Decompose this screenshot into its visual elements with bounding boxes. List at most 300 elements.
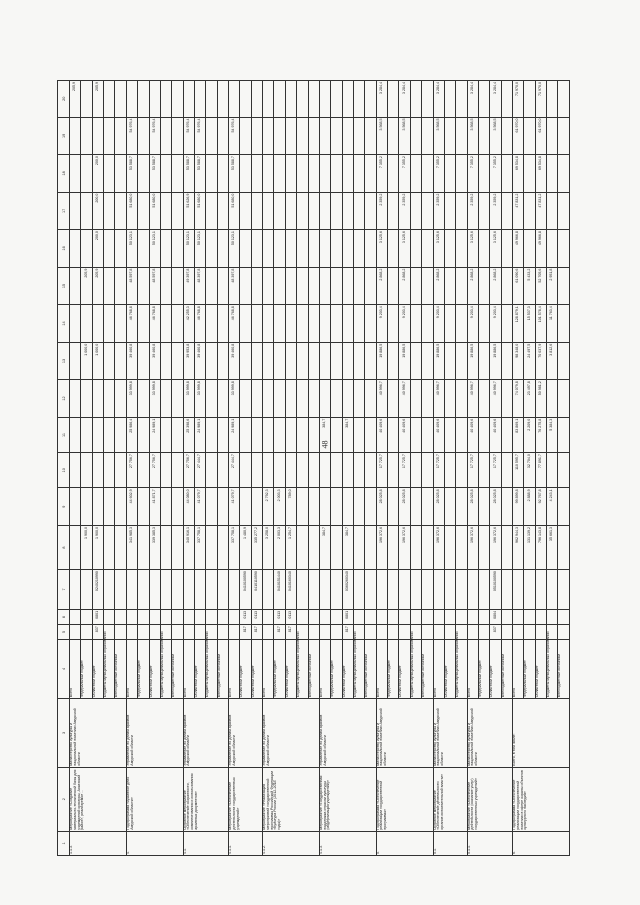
value-cell bbox=[478, 488, 489, 526]
value-cell bbox=[319, 342, 330, 380]
value-cell bbox=[138, 117, 149, 155]
value-cell bbox=[353, 155, 364, 193]
value-cell: 51 680,0 bbox=[149, 192, 160, 230]
value-cell bbox=[81, 155, 92, 193]
value-cell bbox=[513, 570, 524, 610]
value-cell bbox=[206, 380, 217, 418]
value-cell bbox=[160, 342, 171, 380]
source-cell: Всего bbox=[126, 639, 137, 699]
table-row bbox=[229, 81, 240, 856]
value-cell: 28 025,8 bbox=[490, 488, 501, 526]
source-cell: Всего bbox=[229, 639, 240, 699]
value-cell bbox=[478, 230, 489, 268]
value-cell bbox=[376, 609, 387, 624]
value-cell bbox=[558, 488, 570, 526]
source-cell: Бюджеты муниципальных образований bbox=[353, 639, 364, 699]
table-row bbox=[376, 81, 387, 856]
value-cell: 2 951,8 bbox=[547, 267, 558, 305]
value-cell bbox=[240, 453, 251, 488]
value-cell bbox=[422, 417, 433, 452]
value-cell: 3 125,6 bbox=[433, 230, 444, 268]
value-cell bbox=[70, 609, 81, 624]
value-cell bbox=[104, 230, 115, 268]
value-cell bbox=[206, 267, 217, 305]
item-cell: 4.1.1. bbox=[229, 831, 263, 855]
value-cell bbox=[172, 267, 183, 305]
value-cell bbox=[422, 230, 433, 268]
value-cell bbox=[388, 417, 399, 452]
value-cell bbox=[501, 625, 512, 639]
value-cell: 4 243,1 bbox=[547, 488, 558, 526]
value-cell bbox=[558, 417, 570, 452]
item-cell: 5.1. bbox=[433, 831, 467, 855]
value-cell bbox=[478, 117, 489, 155]
value-cell bbox=[524, 117, 535, 155]
value-cell bbox=[115, 625, 126, 639]
item-cell: Основное мероприятие «Обеспечение сохранности, комплектования и использования архивных документов» bbox=[183, 767, 228, 831]
value-cell bbox=[501, 81, 512, 118]
value-cell bbox=[410, 342, 421, 380]
value-cell bbox=[217, 117, 228, 155]
value-cell: 49 397,8 bbox=[183, 267, 194, 305]
value-cell: 205,9 bbox=[92, 81, 103, 118]
table-row bbox=[70, 81, 81, 856]
value-cell: 92 767,8 bbox=[535, 488, 546, 526]
value-cell: 54 976,4 bbox=[149, 117, 160, 155]
value-cell bbox=[353, 609, 364, 624]
source-cell: Всего bbox=[513, 639, 524, 699]
value-cell bbox=[138, 267, 149, 305]
value-cell bbox=[263, 453, 274, 488]
value-cell bbox=[535, 625, 546, 639]
value-cell bbox=[410, 155, 421, 193]
value-cell: 2 003,3 bbox=[274, 488, 285, 526]
value-cell bbox=[138, 380, 149, 418]
value-cell: 3 568,5 bbox=[467, 117, 478, 155]
value-cell bbox=[399, 570, 410, 610]
source-cell: Областной бюджет bbox=[251, 639, 262, 699]
value-cell: 51 680,0 bbox=[126, 192, 137, 230]
value-cell bbox=[160, 453, 171, 488]
value-cell: 50 123,1 bbox=[194, 230, 205, 268]
value-cell bbox=[558, 81, 570, 118]
value-cell: 28 025,8 bbox=[433, 488, 444, 526]
value-cell bbox=[558, 380, 570, 418]
value-cell bbox=[342, 342, 353, 380]
table-row bbox=[513, 81, 524, 856]
column-header: 15 bbox=[58, 267, 70, 305]
value-cell bbox=[524, 570, 535, 610]
value-cell bbox=[70, 453, 81, 488]
value-cell bbox=[444, 417, 455, 452]
source-cell: Федеральный бюджет bbox=[478, 639, 489, 699]
value-cell bbox=[410, 525, 421, 569]
value-cell bbox=[365, 488, 376, 526]
value-cell bbox=[558, 192, 570, 230]
item-cell: 4.1.2. bbox=[263, 831, 320, 855]
value-cell: 0240210990 bbox=[92, 570, 103, 610]
value-cell bbox=[274, 117, 285, 155]
value-cell: 40 996,7 bbox=[376, 380, 387, 418]
value-cell bbox=[138, 625, 149, 639]
value-cell: 817 bbox=[285, 625, 296, 639]
item-cell: Мероприятие «Создание материально-технической базы для учреждений культуры, Аскизский район», реализуемое ... bbox=[70, 767, 127, 831]
value-cell bbox=[172, 192, 183, 230]
value-cell: 40 409,6 bbox=[376, 417, 387, 452]
source-cell: Внебюджетные источники bbox=[501, 639, 512, 699]
source-cell: Всего bbox=[70, 639, 81, 699]
value-cell bbox=[456, 525, 467, 569]
value-cell: 0113 bbox=[274, 609, 285, 624]
value-cell bbox=[444, 625, 455, 639]
value-cell bbox=[558, 305, 570, 343]
value-cell bbox=[149, 625, 160, 639]
value-cell: 27 444,7 bbox=[194, 453, 205, 488]
value-cell bbox=[501, 267, 512, 305]
value-cell: 52 705,6 bbox=[535, 267, 546, 305]
value-cell: 1 000,0 bbox=[92, 342, 103, 380]
value-cell: 51 680,0 bbox=[229, 192, 240, 230]
value-cell bbox=[104, 453, 115, 488]
value-cell bbox=[365, 570, 376, 610]
value-cell bbox=[422, 305, 433, 343]
value-cell bbox=[478, 267, 489, 305]
value-cell bbox=[365, 192, 376, 230]
value-cell: 24 989,1 bbox=[229, 417, 240, 452]
value-cell: 3 812,6 bbox=[547, 342, 558, 380]
source-cell: Внебюджетные источники bbox=[365, 639, 376, 699]
value-cell bbox=[194, 609, 205, 624]
value-cell bbox=[285, 267, 296, 305]
value-cell: 28 025,8 bbox=[376, 488, 387, 526]
value-cell bbox=[456, 342, 467, 380]
value-cell bbox=[331, 570, 342, 610]
value-cell bbox=[365, 525, 376, 569]
value-cell bbox=[365, 453, 376, 488]
value-cell bbox=[331, 525, 342, 569]
value-cell bbox=[115, 230, 126, 268]
source-cell: Бюджеты муниципальных образований bbox=[456, 639, 467, 699]
value-cell bbox=[138, 192, 149, 230]
value-cell bbox=[558, 230, 570, 268]
value-cell: 962 944,3 bbox=[513, 525, 524, 569]
value-cell: 7 355,2 bbox=[467, 155, 478, 193]
value-cell bbox=[217, 609, 228, 624]
value-cell bbox=[410, 488, 421, 526]
value-cell bbox=[115, 525, 126, 569]
value-cell: 3 284,4 bbox=[376, 81, 387, 118]
value-cell bbox=[92, 305, 103, 343]
value-cell: 48 597,8 bbox=[126, 267, 137, 305]
value-cell: 70 037,9 bbox=[535, 342, 546, 380]
value-cell: 0410110590 bbox=[251, 570, 262, 610]
source-cell: Областной бюджет bbox=[444, 639, 455, 699]
value-cell bbox=[308, 625, 319, 639]
value-cell bbox=[524, 625, 535, 639]
value-cell: 131 139,2 bbox=[524, 525, 535, 569]
value-cell bbox=[388, 488, 399, 526]
item-cell: Мероприятие «Обеспечение деятельности (оказание услуг) государственных учреждений» bbox=[467, 767, 512, 831]
value-cell bbox=[217, 81, 228, 118]
value-cell: 50 123,1 bbox=[183, 230, 194, 268]
value-cell bbox=[478, 305, 489, 343]
value-cell: 2 868,2 bbox=[467, 267, 478, 305]
value-cell: 25 986,4 bbox=[126, 417, 137, 452]
value-cell bbox=[501, 525, 512, 569]
value-cell bbox=[285, 155, 296, 193]
value-cell bbox=[501, 342, 512, 380]
value-cell bbox=[274, 342, 285, 380]
value-cell bbox=[558, 267, 570, 305]
value-cell bbox=[115, 488, 126, 526]
value-cell bbox=[92, 117, 103, 155]
value-cell bbox=[217, 488, 228, 526]
value-cell bbox=[229, 570, 240, 610]
value-cell bbox=[365, 230, 376, 268]
value-cell bbox=[251, 230, 262, 268]
value-cell bbox=[501, 117, 512, 155]
value-cell bbox=[263, 625, 274, 639]
value-cell bbox=[444, 380, 455, 418]
value-cell bbox=[81, 305, 92, 343]
value-cell bbox=[81, 81, 92, 118]
value-cell: 35 661,3 bbox=[547, 525, 558, 569]
value-cell: 200,0 bbox=[92, 192, 103, 230]
value-cell bbox=[81, 570, 92, 610]
value-cell: 384,7 bbox=[319, 417, 330, 452]
value-cell: 74 079,8 bbox=[513, 380, 524, 418]
value-cell bbox=[399, 609, 410, 624]
value-cell bbox=[308, 81, 319, 118]
value-cell bbox=[365, 267, 376, 305]
value-cell bbox=[388, 625, 399, 639]
value-cell bbox=[308, 453, 319, 488]
value-cell: 40 409,6 bbox=[399, 417, 410, 452]
value-cell: 40 996,7 bbox=[399, 380, 410, 418]
column-header: 11 bbox=[58, 417, 70, 452]
value-cell: 3 284,4 bbox=[490, 81, 501, 118]
value-cell bbox=[353, 305, 364, 343]
value-cell: 40 409,6 bbox=[490, 417, 501, 452]
value-cell bbox=[81, 488, 92, 526]
source-cell: Бюджеты муниципальных образований bbox=[104, 639, 115, 699]
value-cell: 2 868,2 bbox=[490, 267, 501, 305]
value-cell bbox=[467, 570, 478, 610]
value-cell: 205,9 bbox=[81, 267, 92, 305]
value-cell: 41 079,7 bbox=[194, 488, 205, 526]
value-cell bbox=[308, 192, 319, 230]
value-cell bbox=[251, 192, 262, 230]
value-cell bbox=[206, 453, 217, 488]
value-cell bbox=[365, 81, 376, 118]
value-cell: 789,0 bbox=[285, 488, 296, 526]
value-cell bbox=[70, 417, 81, 452]
value-cell bbox=[70, 305, 81, 343]
value-cell: 17 725,7 bbox=[467, 453, 478, 488]
column-header: 6 bbox=[58, 609, 70, 624]
value-cell bbox=[160, 570, 171, 610]
value-cell: 39 460,8 bbox=[149, 342, 160, 380]
column-header: 2 bbox=[58, 767, 70, 831]
value-cell: 27 756,7 bbox=[149, 453, 160, 488]
value-cell: 110 595,7 bbox=[513, 453, 524, 488]
value-cell bbox=[104, 570, 115, 610]
value-cell bbox=[194, 81, 205, 118]
value-cell bbox=[217, 417, 228, 452]
value-cell bbox=[444, 81, 455, 118]
value-cell: 337 758,1 bbox=[194, 525, 205, 569]
value-cell: 61 970,0 bbox=[513, 117, 524, 155]
value-cell: 53 588,7 bbox=[229, 155, 240, 193]
value-cell bbox=[297, 525, 308, 569]
item-cell: Подпрограмма «Обеспечение реализации государственной программы» bbox=[376, 767, 433, 831]
value-cell bbox=[501, 570, 512, 610]
value-cell bbox=[251, 380, 262, 418]
value-cell bbox=[467, 625, 478, 639]
value-cell bbox=[217, 525, 228, 569]
value-cell bbox=[104, 380, 115, 418]
value-cell: 48 397,8 bbox=[194, 267, 205, 305]
value-cell bbox=[251, 342, 262, 380]
source-cell: Внебюджетные источники bbox=[308, 639, 319, 699]
value-cell: 5 433,2 bbox=[524, 267, 535, 305]
value-cell: 47 831,2 bbox=[535, 192, 546, 230]
value-cell: 28 025,8 bbox=[467, 488, 478, 526]
value-cell bbox=[308, 230, 319, 268]
value-cell bbox=[126, 81, 137, 118]
value-cell bbox=[501, 305, 512, 343]
value-cell bbox=[501, 230, 512, 268]
value-cell: 40 996,7 bbox=[433, 380, 444, 418]
value-cell: 17 725,7 bbox=[399, 453, 410, 488]
value-cell bbox=[172, 81, 183, 118]
value-cell bbox=[410, 609, 421, 624]
source-cell: Бюджеты муниципальных образований bbox=[547, 639, 558, 699]
value-cell bbox=[433, 570, 444, 610]
value-cell: 61 970,0 bbox=[535, 117, 546, 155]
value-cell: 817 bbox=[240, 625, 251, 639]
value-cell bbox=[456, 609, 467, 624]
value-cell bbox=[410, 230, 421, 268]
column-header: 3 bbox=[58, 699, 70, 767]
column-header: 19 bbox=[58, 117, 70, 155]
value-cell bbox=[206, 305, 217, 343]
value-cell bbox=[160, 81, 171, 118]
value-cell bbox=[308, 155, 319, 193]
value-cell: 40 996,7 bbox=[467, 380, 478, 418]
value-cell bbox=[183, 570, 194, 610]
source-cell: Бюджеты муниципальных образований bbox=[160, 639, 171, 699]
value-cell bbox=[308, 342, 319, 380]
value-cell bbox=[104, 81, 115, 118]
value-cell bbox=[524, 155, 535, 193]
value-cell: 196 372,6 bbox=[399, 525, 410, 569]
value-cell bbox=[172, 525, 183, 569]
value-cell bbox=[263, 230, 274, 268]
value-cell: 3 568,5 bbox=[399, 117, 410, 155]
value-cell: 54 976,4 bbox=[194, 117, 205, 155]
value-cell: 53 588,7 bbox=[183, 155, 194, 193]
page-number: 48 bbox=[320, 440, 330, 449]
value-cell bbox=[331, 117, 342, 155]
value-cell bbox=[319, 192, 330, 230]
column-header: 17 bbox=[58, 192, 70, 230]
value-cell bbox=[444, 155, 455, 193]
value-cell bbox=[388, 230, 399, 268]
value-cell bbox=[297, 342, 308, 380]
value-cell: 33 999,8 bbox=[229, 380, 240, 418]
value-cell bbox=[160, 230, 171, 268]
value-cell bbox=[104, 305, 115, 343]
value-cell bbox=[478, 609, 489, 624]
value-cell: 3 284,4 bbox=[433, 81, 444, 118]
value-cell: 51 680,0 bbox=[194, 192, 205, 230]
value-cell bbox=[217, 230, 228, 268]
value-cell bbox=[456, 417, 467, 452]
value-cell bbox=[115, 417, 126, 452]
value-cell bbox=[70, 625, 81, 639]
value-cell bbox=[444, 342, 455, 380]
value-cell: 98 348,0 bbox=[513, 342, 524, 380]
value-cell bbox=[388, 525, 399, 569]
value-cell bbox=[444, 267, 455, 305]
value-cell bbox=[240, 155, 251, 193]
value-cell: 1 900,0 bbox=[81, 525, 92, 569]
value-cell: 46 768,8 bbox=[149, 305, 160, 343]
value-cell bbox=[388, 453, 399, 488]
value-cell bbox=[160, 117, 171, 155]
value-cell bbox=[104, 155, 115, 193]
value-cell bbox=[456, 570, 467, 610]
value-cell bbox=[308, 117, 319, 155]
value-cell: 9 203,4 bbox=[376, 305, 387, 343]
value-cell bbox=[319, 117, 330, 155]
value-cell bbox=[444, 230, 455, 268]
item-cell: Подпрограмма «Архивное дело Амурской области» bbox=[126, 767, 183, 831]
value-cell: 196 372,6 bbox=[376, 525, 387, 569]
value-cell bbox=[251, 453, 262, 488]
value-cell: 50 123,1 bbox=[149, 230, 160, 268]
value-cell bbox=[342, 453, 353, 488]
value-cell: 0410151440 bbox=[274, 570, 285, 610]
value-cell bbox=[365, 342, 376, 380]
value-cell bbox=[297, 305, 308, 343]
value-cell: 17 725,7 bbox=[433, 453, 444, 488]
value-cell: 19 886,5 bbox=[433, 342, 444, 380]
source-cell: Областной бюджет bbox=[285, 639, 296, 699]
value-cell: 23 497,8 bbox=[524, 380, 535, 418]
value-cell bbox=[501, 609, 512, 624]
value-cell bbox=[558, 609, 570, 624]
value-cell: 41 079,7 bbox=[229, 488, 240, 526]
value-cell bbox=[217, 267, 228, 305]
value-cell: 71 970,0 bbox=[535, 81, 546, 118]
value-cell bbox=[138, 81, 149, 118]
value-cell: 2 359,2 bbox=[399, 192, 410, 230]
value-cell: 2 359,2 bbox=[467, 192, 478, 230]
value-cell bbox=[388, 155, 399, 193]
value-cell bbox=[104, 117, 115, 155]
value-cell bbox=[172, 609, 183, 624]
value-cell bbox=[138, 155, 149, 193]
value-cell bbox=[92, 417, 103, 452]
value-cell bbox=[285, 192, 296, 230]
value-cell bbox=[263, 192, 274, 230]
value-cell: 196 372,6 bbox=[467, 525, 478, 569]
source-cell: Федеральный бюджет bbox=[331, 639, 342, 699]
value-cell bbox=[138, 609, 149, 624]
value-cell bbox=[104, 192, 115, 230]
